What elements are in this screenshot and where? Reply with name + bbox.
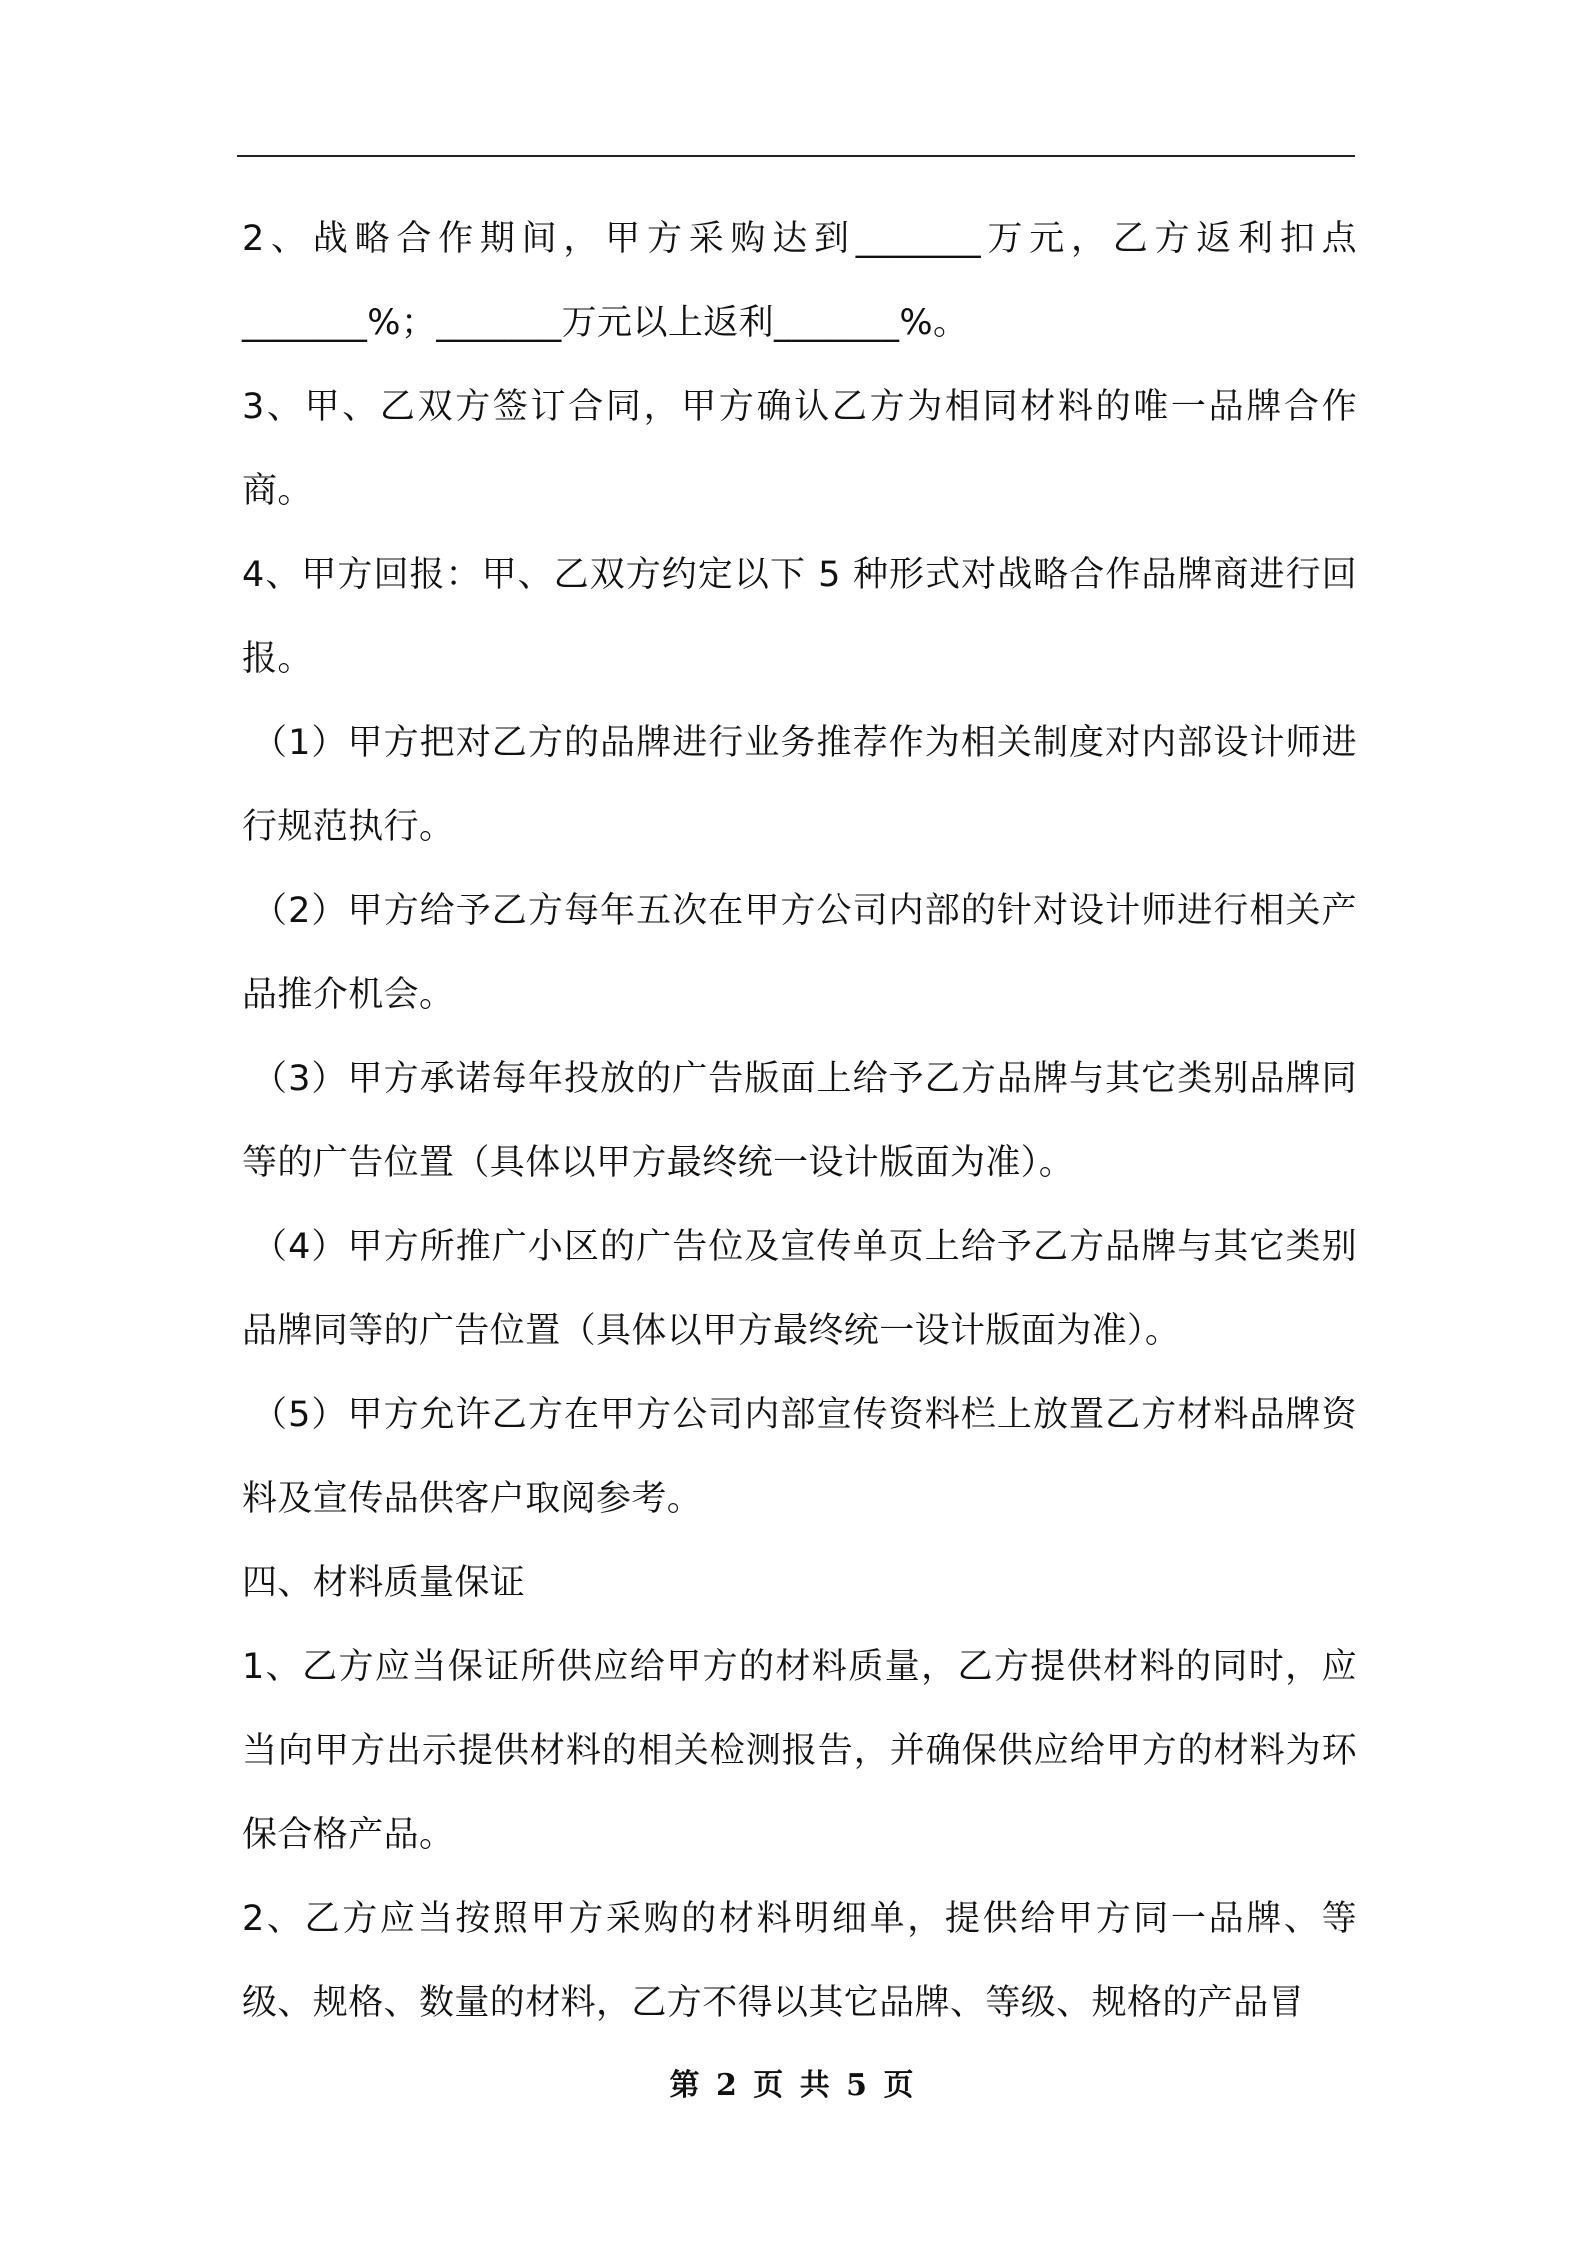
section-heading-quality: 四、材料质量保证 — [242, 1563, 526, 1603]
paragraph-item-2: （2）甲方给予乙方每年五次在甲方公司内部的针对设计师进行相关产品推介机会。 — [242, 891, 1357, 1015]
page-number: 第 2 页 共 5 页 — [669, 2068, 917, 2103]
paragraph-item-1: （1）甲方把对乙方的品牌进行业务推荐作为相关制度对内部设计师进行规范执行。 — [242, 723, 1357, 847]
paragraph-item-4: （4）甲方所推广小区的广告位及宣传单页上给予乙方品牌与其它类别品牌同等的广告位置（具体以甲方最终统一设计版面为准）。 — [242, 1227, 1357, 1351]
paragraph-exclusive-partner: 3、甲、乙双方签订合同，甲方确认乙方为相同材料的唯一品牌合作商。 — [242, 387, 1357, 511]
paragraph-item-3: （3）甲方承诺每年投放的广告版面上给予乙方品牌与其它类别品牌同等的广告位置（具体以甲方最终统一设计版面为准）。 — [242, 1059, 1357, 1183]
header-rule — [237, 155, 1355, 157]
paragraph-rebate-terms: 2、战略合作期间，甲方采购达到_______万元，乙方返利扣点_______%；_______万元以上返利_______%。 — [242, 219, 1357, 343]
paragraph-quality-1: 1、乙方应当保证所供应给甲方的材料质量，乙方提供材料的同时，应当向甲方出示提供材料的相关检测报告，并确保供应给甲方的材料为环保合格产品。 — [242, 1647, 1357, 1855]
document-body — [242, 197, 1357, 2045]
paragraph-return-forms: 4、甲方回报：甲、乙双方约定以下 5 种形式对战略合作品牌商进行回报。 — [242, 555, 1357, 679]
paragraph-item-5: （5）甲方允许乙方在甲方公司内部宣传资料栏上放置乙方材料品牌资料及宣传品供客户取阅参考。 — [242, 1395, 1357, 1519]
paragraph-quality-2: 2、乙方应当按照甲方采购的材料明细单，提供给甲方同一品牌、等级、规格、数量的材料，乙方不得以其它品牌、等级、规格的产品冒 — [242, 1899, 1357, 2023]
